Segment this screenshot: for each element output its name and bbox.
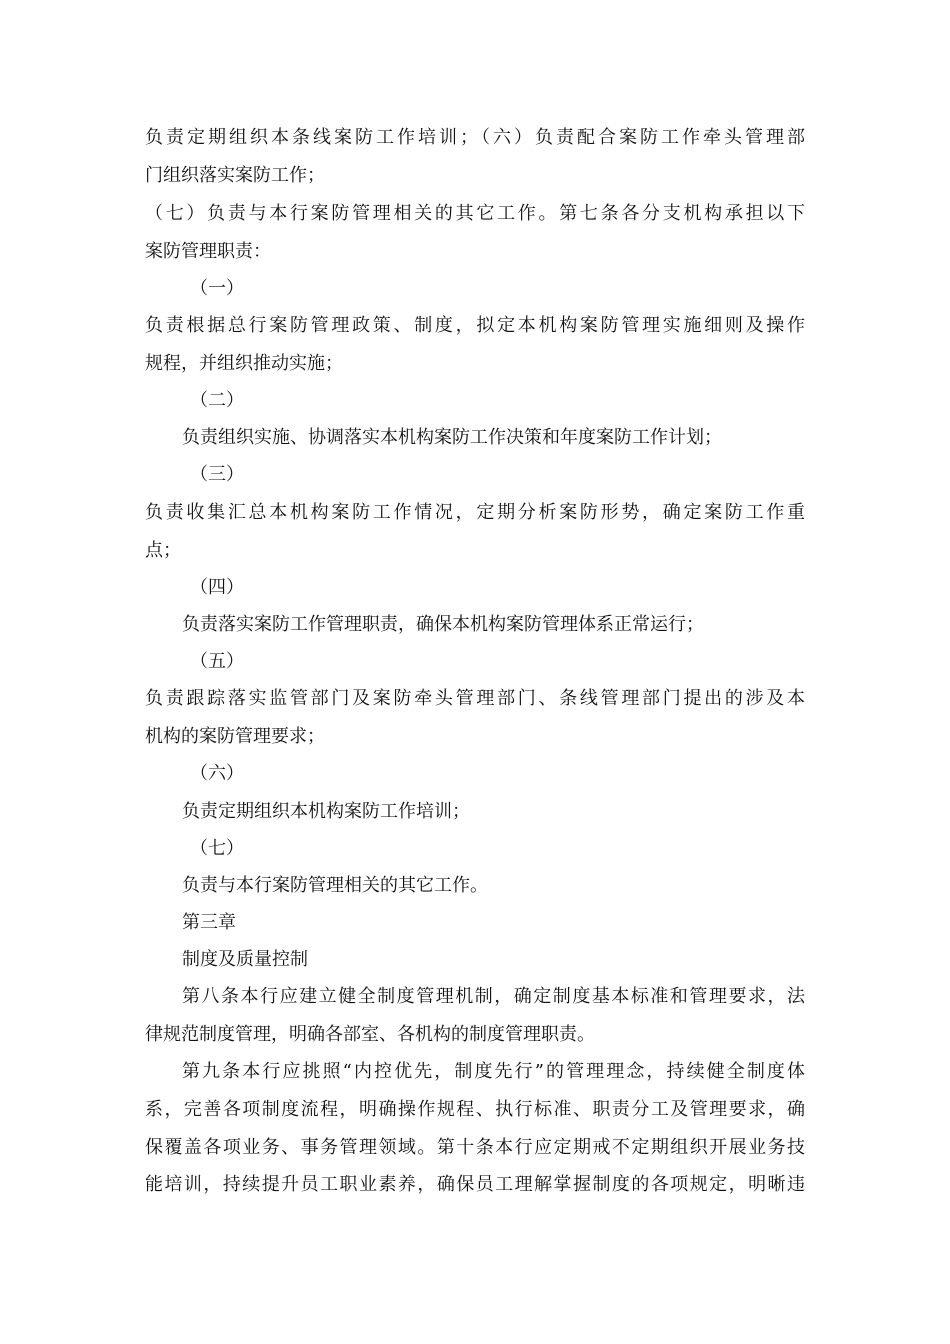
chapter-title: 制度及质量控制 — [182, 949, 308, 970]
text-line: 能培训，持续提升员工职业素养，确保员工理解掌握制度的各项规定，明晰违 — [145, 1174, 805, 1195]
text-line: 负责落实案防工作管理职责，确保本机构案防管理体系正常运行； — [182, 614, 704, 635]
text-line: 规程，并组织推动实施； — [145, 353, 343, 374]
item-marker: （三） — [190, 464, 244, 485]
text-line: 第九条本行应挑照“内控优先，制度先行”的管理理念，持续健全制度体 — [182, 1061, 805, 1082]
chapter-heading: 第三章 — [182, 912, 236, 933]
item-marker: （五） — [190, 651, 244, 672]
text-line: 点； — [145, 540, 181, 561]
text-line: 负责收集汇总本机构案防工作情况，定期分析案防形势，确定案防工作重 — [145, 502, 805, 523]
item-marker: （七） — [190, 838, 244, 859]
text-line: 负责定期组织本机构案防工作培训； — [182, 801, 470, 822]
item-marker: （六） — [190, 763, 244, 784]
text-line: 负责根据总行案防管理政策、制度，拟定本机构案防管理实施细则及操作 — [145, 315, 805, 336]
text-line: 负责定期组织本条线案防工作培训；（六）负责配合案防工作牵头管理部 — [145, 127, 805, 148]
text-line: 系，完善各项制度流程，明确操作规程、执行标准、职责分工及管理要求，确 — [145, 1099, 805, 1120]
text-line: 负责组织实施、协调落实本机构案防工作决策和年度案防工作计划； — [182, 427, 722, 448]
item-marker: （四） — [190, 577, 244, 598]
text-line: 律规范制度管理，明确各部室、各机构的制度管理职责。 — [145, 1024, 595, 1045]
text-line: 第八条本行应建立健全制度管理机制，确定制度基本标准和管理要求，法 — [182, 986, 805, 1007]
text-line: 保覆盖各项业务、事务管理领域。第十条本行应定期戒不定期组织开展业务技 — [145, 1137, 805, 1158]
text-line: 机构的案防管理要求； — [145, 726, 325, 747]
text-line: 负责跟踪落实监管部门及案防牵头管理部门、条线管理部门提出的涉及本 — [145, 688, 805, 709]
text-line: 案防管理职责： — [145, 241, 271, 262]
item-marker: （一） — [190, 278, 244, 299]
item-marker: （二） — [190, 390, 244, 411]
text-line: 负责与本行案防管理相关的其它工作。 — [182, 875, 488, 896]
text-line: （七）负责与本行案防管理相关的其它工作。第七条各分支机构承担以下 — [145, 203, 805, 224]
text-line: 门组织落实案防工作； — [145, 165, 325, 186]
